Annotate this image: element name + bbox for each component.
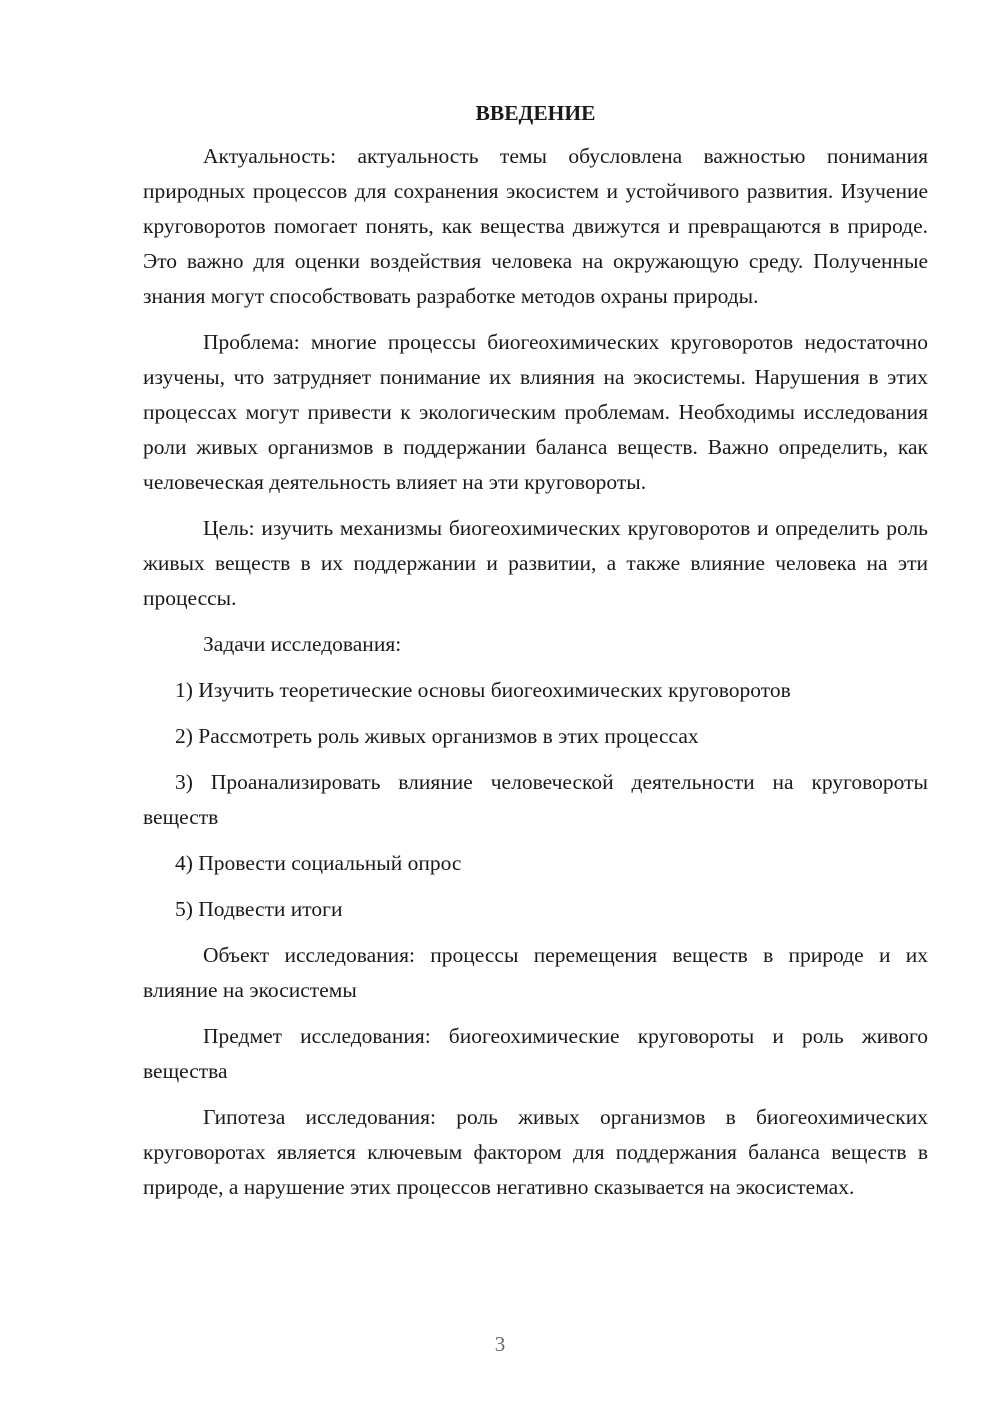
subject-paragraph: Предмет исследования: биогеохимические круговороты и роль живого вещества bbox=[143, 1024, 928, 1083]
problem-paragraph: Проблема: многие процессы биогеохимических круговоротов недостаточно изучены, что затрудняет понимание их влияния на экосистемы. Нарушения в этих процессах могут привести к экологическим проблемам. Необходимы исследования роли живых организмов в поддержании баланса веществ. Важно определить, как человеческая деятельность влияет на эти круговороты. bbox=[143, 330, 928, 494]
hypothesis-paragraph: Гипотеза исследования: роль живых организмов в биогеохимических круговоротах является ключевым фактором для поддержания баланса веществ в природе, а нарушение этих процессов негативно сказывается на экосистемах. bbox=[143, 1105, 928, 1199]
task-item-3: 3) Проанализировать влияние человеческой деятельности на круговороты веществ bbox=[143, 770, 928, 829]
tasks-heading: Задачи исследования: bbox=[203, 632, 402, 656]
task-item-4: 4) Провести социальный опрос bbox=[175, 851, 462, 875]
section-title: ВВЕДЕНИЕ bbox=[475, 101, 596, 125]
document-page bbox=[143, 96, 928, 1216]
task-item-2: 2) Рассмотреть роль живых организмов в этих процессах bbox=[175, 724, 699, 748]
relevance-paragraph: Актуальность: актуальность темы обусловлена важностью понимания природных процессов для сохранения экосистем и устойчивого развития. Изучение круговоротов помогает понять, как вещества движутся и превращаются в природе. Это важно для оценки воздействия человека на окружающую среду. Полученные знания могут способствовать разработке методов охраны природы. bbox=[143, 144, 928, 308]
task-item-5: 5) Подвести итоги bbox=[175, 897, 343, 921]
object-paragraph: Объект исследования: процессы перемещения веществ в природе и их влияние на экосистемы bbox=[143, 943, 928, 1002]
page-number: 3 bbox=[494, 1332, 506, 1356]
task-item-1: 1) Изучить теоретические основы биогеохимических круговоротов bbox=[175, 678, 791, 702]
goal-paragraph: Цель: изучить механизмы биогеохимических круговоротов и определить роль живых веществ в их поддержании и развитии, а также влияние человека на эти процессы. bbox=[143, 516, 928, 610]
